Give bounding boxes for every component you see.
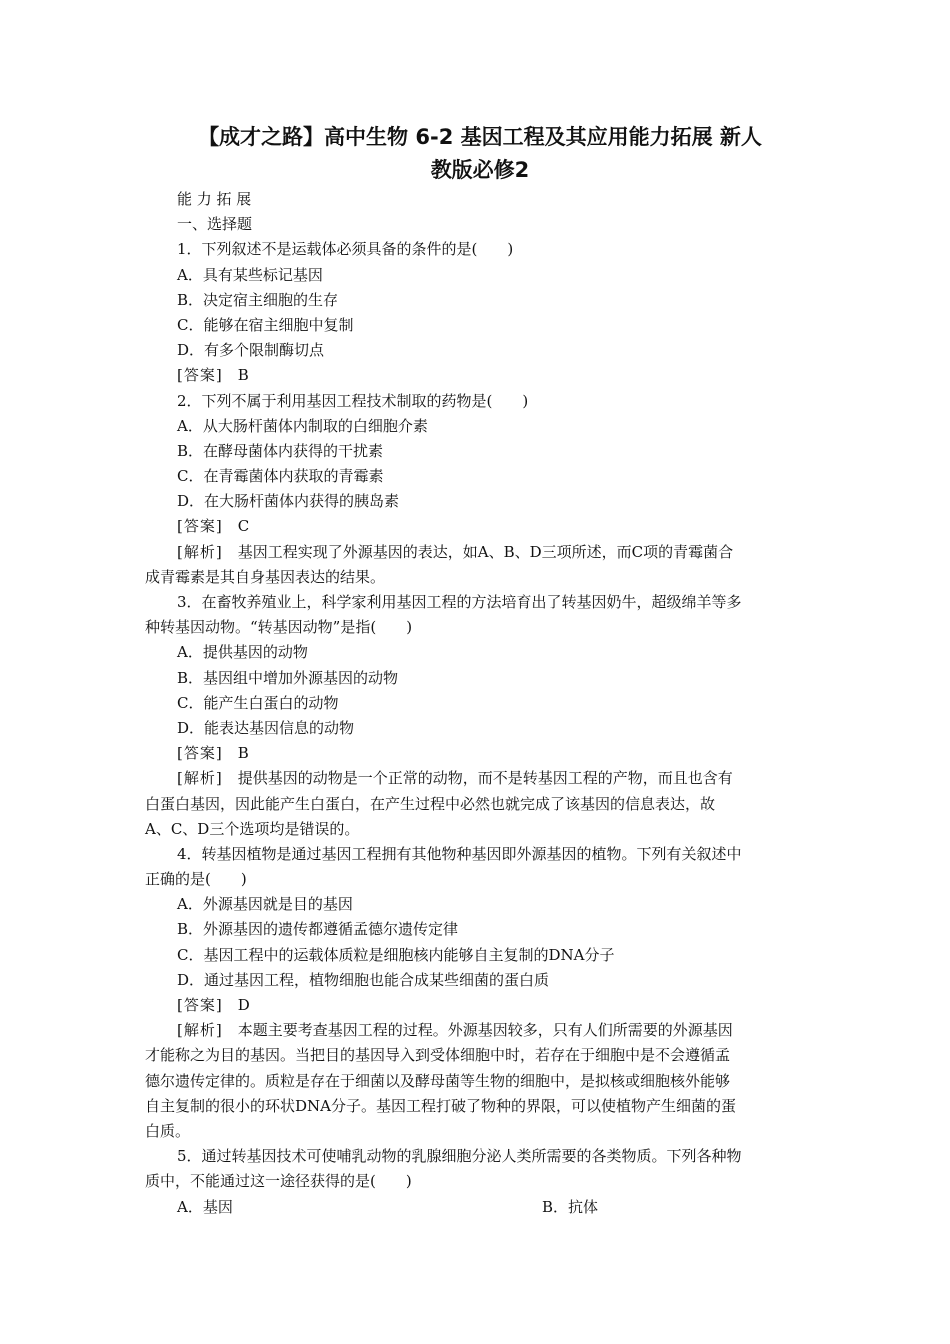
question-3-answer xyxy=(145,741,807,766)
question-3-stem-line-2: 种转基因动物。“转基因动物”是指( ) xyxy=(145,618,413,637)
question-1-stem: 1．下列叙述不是运载体必须具备的条件的是( ) xyxy=(177,240,514,259)
question-2-answer xyxy=(145,514,807,539)
analysis-label: [解析] xyxy=(177,769,223,788)
question-3-option-b: B．基因组中增加外源基因的动物 xyxy=(177,668,399,687)
question-4-stem-line-1: 4．转基因植物是通过基因工程拥有其他物种基因即外源基因的植物。下列有关叙述中 xyxy=(177,844,742,863)
document-body xyxy=(145,187,807,1220)
answer-value: D xyxy=(237,996,250,1014)
analysis-label: [解析] xyxy=(177,542,223,561)
question-3-stem-line-1: 3．在畜牧养殖业上，科学家利用基因工程的方法培育出了转基因奶牛，超级绵羊等多 xyxy=(177,593,742,611)
question-5-option-a: A．基因 xyxy=(177,1197,233,1216)
question-1-option-a: A．具有某些标记基因 xyxy=(177,265,323,284)
question-1-option-c: C．能够在宿主细胞中复制 xyxy=(177,315,354,334)
question-5-option-b: B．抗体 xyxy=(542,1197,599,1216)
document-title-line-2: 教版必修2 xyxy=(430,158,530,182)
answer-value: C xyxy=(237,517,250,536)
question-2-option-b: B．在酵母菌体内获得的干扰素 xyxy=(177,441,384,460)
answer-value: B xyxy=(237,366,249,385)
answer-label: [答案] xyxy=(177,996,223,1014)
question-2-option-a: A．从大肠杆菌体内制取的白细胞介素 xyxy=(177,416,428,435)
question-4-option-a: A．外源基因就是目的基因 xyxy=(177,895,353,914)
question-1-answer xyxy=(145,363,807,388)
question-1-option-d: D．有多个限制酶切点 xyxy=(177,341,325,360)
question-3-analysis-line-3: A、C、D三个选项均是错误的。 xyxy=(145,819,360,838)
document-title-line-1: 【成才之路】高中生物 6-2 基因工程及其应用能力拓展 新人 xyxy=(198,125,762,149)
question-3-option-a: A．提供基因的动物 xyxy=(177,643,308,662)
answer-label: [答案] xyxy=(177,744,223,763)
question-2-stem: 2．下列不属于利用基因工程技术制取的药物是( ) xyxy=(177,391,529,410)
question-2-analysis-line-1 xyxy=(145,540,807,565)
analysis-label: [解析] xyxy=(177,1021,223,1040)
question-4-stem-line-2: 正确的是( ) xyxy=(145,870,247,889)
question-4-option-d: D．通过基因工程，植物细胞也能合成某些细菌的蛋白质 xyxy=(177,970,550,989)
question-2-option-d: D．在大肠杆菌体内获得的胰岛素 xyxy=(177,492,400,511)
answer-label: [答案] xyxy=(177,517,223,536)
question-3-analysis-line-1 xyxy=(145,766,807,791)
question-4-answer xyxy=(145,993,807,1018)
question-4-option-c: C．基因工程中的运载体质粒是细胞核内能够自主复制的DNA分子 xyxy=(177,945,615,964)
question-4-analysis-line-1 xyxy=(145,1018,807,1043)
question-4-analysis-line-4: 自主复制的很小的环状DNA分子。基因工程打破了物种的界限，可以使植物产生细菌的蛋 xyxy=(145,1096,736,1115)
question-5-stem-line-1: 5．通过转基因技术可使哺乳动物的乳腺细胞分泌人类所需要的各类物质。下列各种物 xyxy=(177,1147,742,1166)
question-4-option-b: B．外源基因的遗传都遵循孟德尔遗传定律 xyxy=(177,920,459,939)
question-2-option-c: C．在青霉菌体内获取的青霉素 xyxy=(177,467,384,486)
question-4-analysis-line-5: 白质。 xyxy=(145,1121,191,1140)
analysis-text: 基因工程实现了外源基因的表达，如A、B、D三项所述，而C项的青霉菌合 xyxy=(237,542,734,561)
analysis-text: 本题主要考查基因工程的过程。外源基因较多，只有人们所需要的外源基因 xyxy=(237,1021,733,1040)
question-5-options-row xyxy=(145,1195,807,1220)
question-5-stem-line-2: 质中，不能通过这一途径获得的是( ) xyxy=(145,1172,412,1191)
answer-value: B xyxy=(237,744,249,763)
section-heading: 能 力 拓 展 xyxy=(177,190,252,208)
answer-label: [答案] xyxy=(177,366,223,385)
question-3-analysis-line-2: 白蛋白基因，因此能产生白蛋白，在产生过程中必然也就完成了该基因的信息表达，故 xyxy=(145,794,716,813)
question-4-analysis-line-2: 才能称之为目的基因。当把目的基因导入到受体细胞中时，若存在于细胞中是不会遵循孟 xyxy=(145,1046,731,1065)
analysis-text: 提供基因的动物是一个正常的动物，而不是转基因工程的产物，而且也含有 xyxy=(237,769,733,788)
question-3-option-d: D．能表达基因信息的动物 xyxy=(177,718,355,737)
question-2-analysis-line-2: 成青霉素是其自身基因表达的结果。 xyxy=(145,567,386,586)
question-4-analysis-line-3: 德尔遗传定律的。质粒是存在于细菌以及酵母菌等生物的细胞中，是拟核或细胞核外能够 xyxy=(145,1071,731,1090)
part-heading: 一、选择题 xyxy=(177,215,253,234)
question-3-option-c: C．能产生白蛋白的动物 xyxy=(177,693,339,712)
question-1-option-b: B．决定宿主细胞的生存 xyxy=(177,290,339,309)
